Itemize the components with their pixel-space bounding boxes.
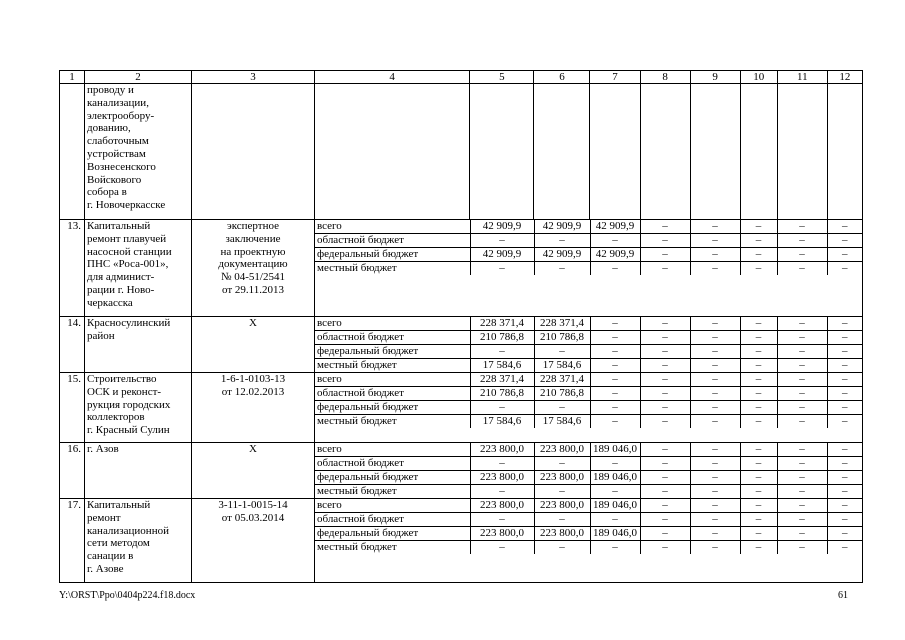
- amount-total: –: [470, 457, 534, 471]
- funding-source-label: всего: [315, 220, 470, 234]
- amount-total: 210 786,8: [470, 331, 534, 345]
- amount-col6: 223 800,0: [534, 527, 590, 541]
- amount-col11: –: [777, 541, 827, 555]
- funding-line: [315, 359, 862, 373]
- funding-source-label: всего: [315, 373, 470, 387]
- amount-col6: –: [534, 513, 590, 527]
- amount-total: 17 584,6: [470, 415, 534, 429]
- amount-total: –: [470, 262, 534, 276]
- document-reference: Х: [192, 443, 315, 499]
- funding-line: [315, 331, 862, 345]
- amount-col9: –: [690, 387, 740, 401]
- amount-col9: –: [690, 401, 740, 415]
- column-header: 6: [534, 71, 590, 84]
- funding-source-label: всего: [315, 443, 470, 457]
- amount-col12: –: [827, 457, 862, 471]
- amount-col8: –: [640, 331, 690, 345]
- amount-col12: –: [827, 373, 862, 387]
- amount-col11: –: [777, 345, 827, 359]
- amount-col9: –: [690, 443, 740, 457]
- amount-col11: –: [777, 401, 827, 415]
- amount-col6: 210 786,8: [534, 331, 590, 345]
- amount-col10: –: [740, 234, 777, 248]
- amount-col12: –: [827, 262, 862, 276]
- amount-col11: –: [777, 262, 827, 276]
- amount-col11: –: [777, 373, 827, 387]
- funding-source-label: местный бюджет: [317, 415, 397, 427]
- funding-cell: [315, 84, 470, 220]
- funding-line: [315, 541, 862, 555]
- amount-col8: –: [640, 248, 690, 262]
- amount-col10: –: [740, 359, 777, 373]
- amount-col7: –: [590, 401, 640, 415]
- amount-col9: –: [690, 220, 740, 234]
- object-description: Строительство ОСК и реконст- рукция городских коллекторов г. Красный Сулин: [85, 373, 192, 443]
- amount-col6: 223 800,0: [534, 499, 590, 513]
- amount-total: –: [470, 401, 534, 415]
- amount-col12: –: [827, 248, 862, 262]
- amount-col6: 223 800,0: [534, 471, 590, 485]
- amount-col10: –: [740, 485, 777, 499]
- amount-total: –: [470, 345, 534, 359]
- amount-total: –: [470, 485, 534, 499]
- amount-total: 42 909,9: [470, 220, 534, 234]
- amount-col12: –: [827, 401, 862, 415]
- table-row: [60, 373, 863, 443]
- funding-line: [315, 387, 862, 401]
- amount-total: 210 786,8: [470, 387, 534, 401]
- funding-source-label: местный бюджет: [317, 485, 397, 497]
- funding-source-label: областной бюджет: [315, 234, 470, 248]
- amount-col9: –: [690, 513, 740, 527]
- amount-col10: –: [740, 443, 777, 457]
- amount-col6: 228 371,4: [534, 373, 590, 387]
- row-number: [60, 84, 85, 220]
- document-reference: 3-11-1-0015-14 от 05.03.2014: [192, 499, 315, 583]
- amount-col8: –: [640, 541, 690, 555]
- amount-col8: –: [640, 220, 690, 234]
- funding-source-label: областной бюджет: [315, 331, 470, 345]
- amount-col12: –: [827, 499, 862, 513]
- amount-col10: –: [740, 499, 777, 513]
- amount-col7: –: [590, 387, 640, 401]
- amount-col9: –: [690, 248, 740, 262]
- amount-col8: –: [640, 457, 690, 471]
- funding-line: [315, 220, 862, 234]
- funding-line: [315, 457, 862, 471]
- amount-col6: –: [534, 457, 590, 471]
- amount-col9: –: [690, 317, 740, 331]
- table-row: [60, 499, 863, 583]
- amount-total: 223 800,0: [470, 527, 534, 541]
- amount-col10: –: [740, 262, 777, 276]
- amount-col6: 42 909,9: [534, 220, 590, 234]
- amount-col9: –: [690, 331, 740, 345]
- amount-col10: –: [740, 513, 777, 527]
- funding-line: [315, 499, 862, 513]
- amount-col7: –: [590, 345, 640, 359]
- amount-col11: –: [777, 415, 827, 429]
- document-reference: экспертное заключение на проектную документацию № 04-51/2541 от 29.11.2013: [192, 220, 315, 317]
- funding-line: [315, 485, 862, 499]
- column-header: 2: [85, 71, 192, 84]
- amount-col11: –: [777, 499, 827, 513]
- column-header: 8: [640, 71, 690, 84]
- amount-col9: –: [690, 345, 740, 359]
- amount-col10: –: [740, 248, 777, 262]
- file-path: Y:\ORST\Ppo\0404p224.f18.docx: [59, 590, 196, 601]
- amount-col8: –: [640, 234, 690, 248]
- funding-line: [315, 234, 862, 248]
- amount-col9: –: [690, 485, 740, 499]
- funding-line: [315, 345, 862, 359]
- amount-col11: –: [777, 485, 827, 499]
- amount-col11: –: [777, 513, 827, 527]
- amount-col9: –: [690, 527, 740, 541]
- row-number: 14.: [60, 317, 85, 373]
- amount-col7: –: [590, 541, 640, 555]
- amount-col12: –: [827, 415, 862, 429]
- amount-col11: –: [777, 457, 827, 471]
- column-header: 11: [777, 71, 827, 84]
- amount-col8: –: [640, 317, 690, 331]
- amount-total: –: [470, 541, 534, 555]
- amount-col8: –: [640, 527, 690, 541]
- amount-col12: –: [827, 471, 862, 485]
- amount-col12: –: [827, 359, 862, 373]
- amount-total: 223 800,0: [470, 443, 534, 457]
- amount-col7: –: [590, 317, 640, 331]
- amount-col8: –: [640, 401, 690, 415]
- amount-col6: –: [534, 485, 590, 499]
- amount-total: 223 800,0: [470, 499, 534, 513]
- amount-col10: –: [740, 331, 777, 345]
- amount-col11: –: [777, 248, 827, 262]
- funding-source-label: федеральный бюджет: [315, 248, 470, 262]
- amount-col11: –: [777, 331, 827, 345]
- amount-col9: –: [690, 499, 740, 513]
- amount-col8: –: [640, 359, 690, 373]
- funding-source-label: местный бюджет: [317, 262, 397, 274]
- column-header: 9: [690, 71, 740, 84]
- amount-col6: –: [534, 234, 590, 248]
- funding-line: [315, 262, 862, 276]
- funding-line: [315, 443, 862, 457]
- amount-col12: –: [827, 220, 862, 234]
- document-reference: 1-6-1-0103-13 от 12.02.2013: [192, 373, 315, 443]
- amount-col8: –: [640, 373, 690, 387]
- funding-source-label: федеральный бюджет: [315, 527, 470, 541]
- amount-col6: 17 584,6: [534, 415, 590, 429]
- funding-source-label: федеральный бюджет: [315, 345, 470, 359]
- amount-total: 17 584,6: [470, 359, 534, 373]
- amount-col12: –: [827, 527, 862, 541]
- amount-col7: –: [590, 359, 640, 373]
- amount-col12: –: [827, 234, 862, 248]
- amount-col10: –: [740, 387, 777, 401]
- amount-col11: –: [777, 527, 827, 541]
- funding-source-label: всего: [315, 317, 470, 331]
- amount-col11: –: [777, 359, 827, 373]
- amount-col8: –: [640, 443, 690, 457]
- funding-breakdown: [315, 317, 863, 373]
- funding-breakdown: [315, 499, 863, 583]
- amount-col10: –: [740, 471, 777, 485]
- amount-col6: 17 584,6: [534, 359, 590, 373]
- amount-col6: 42 909,9: [534, 248, 590, 262]
- funding-line: [315, 317, 862, 331]
- amount-col12: –: [827, 485, 862, 499]
- column-header: 10: [740, 71, 777, 84]
- amount-col8: –: [640, 485, 690, 499]
- column-header: 7: [590, 71, 640, 84]
- row-number: 17.: [60, 499, 85, 583]
- amount-col9: –: [690, 457, 740, 471]
- funding-source-label: местный бюджет: [317, 541, 397, 553]
- amount-total: –: [470, 513, 534, 527]
- funding-source-label: всего: [315, 499, 470, 513]
- table-row: [60, 443, 863, 499]
- column-header: 4: [315, 71, 470, 84]
- column-number-row: [60, 71, 863, 84]
- document-reference: Х: [192, 317, 315, 373]
- funding-line: [315, 248, 862, 262]
- amount-col11: –: [777, 220, 827, 234]
- amount-col7: –: [590, 485, 640, 499]
- amount-col8: –: [640, 499, 690, 513]
- amount-col10: –: [740, 317, 777, 331]
- amount-col10: –: [740, 373, 777, 387]
- amount-col12: –: [827, 317, 862, 331]
- amount-col7: –: [590, 262, 640, 276]
- funding-breakdown: [315, 220, 863, 317]
- budget-table: [59, 70, 863, 583]
- amount-col7: 189 046,0: [590, 443, 640, 457]
- amount-col10: –: [740, 415, 777, 429]
- amount-col9: –: [690, 262, 740, 276]
- amount-col7: –: [590, 513, 640, 527]
- amount-col11: –: [777, 234, 827, 248]
- amount-col11: –: [777, 443, 827, 457]
- amount-col10: –: [740, 527, 777, 541]
- amount-col9: –: [690, 373, 740, 387]
- object-description: проводу и канализации, электрообору- дованию, слаботочным устройствам Вознесенского Войскового собора в г. Новочеркасске: [85, 84, 192, 220]
- amount-col7: –: [590, 457, 640, 471]
- amount-col6: –: [534, 262, 590, 276]
- amount-col7: 189 046,0: [590, 527, 640, 541]
- amount-col7: 189 046,0: [590, 499, 640, 513]
- funding-source-label: федеральный бюджет: [315, 471, 470, 485]
- table-row: [60, 317, 863, 373]
- funding-source-label: областной бюджет: [315, 387, 470, 401]
- amount-col6: 228 371,4: [534, 317, 590, 331]
- document-cell: [192, 84, 315, 220]
- row-number: 15.: [60, 373, 85, 443]
- amount-col6: 210 786,8: [534, 387, 590, 401]
- table-row: [60, 220, 863, 317]
- funding-breakdown: [315, 373, 863, 443]
- funding-line: [315, 513, 862, 527]
- amount-col6: –: [534, 541, 590, 555]
- amount-col10: –: [740, 401, 777, 415]
- amount-col10: –: [740, 457, 777, 471]
- amount-col10: –: [740, 541, 777, 555]
- amount-col12: –: [827, 541, 862, 555]
- amount-col12: –: [827, 513, 862, 527]
- amount-col12: –: [827, 345, 862, 359]
- amount-col9: –: [690, 415, 740, 429]
- amount-col8: –: [640, 513, 690, 527]
- amount-col7: 42 909,9: [590, 220, 640, 234]
- row-number: 16.: [60, 443, 85, 499]
- amount-col10: –: [740, 345, 777, 359]
- amount-col9: –: [690, 359, 740, 373]
- funding-source-label: местный бюджет: [317, 359, 397, 371]
- funding-line: [315, 401, 862, 415]
- amount-col9: –: [690, 541, 740, 555]
- amount-col6: 223 800,0: [534, 443, 590, 457]
- funding-source-label: областной бюджет: [315, 513, 470, 527]
- amount-col9: –: [690, 471, 740, 485]
- amount-col11: –: [777, 317, 827, 331]
- funding-breakdown: [315, 443, 863, 499]
- amount-col8: –: [640, 345, 690, 359]
- funding-line: [315, 373, 862, 387]
- object-description: Капитальный ремонт плавучей насосной станции ПНС «Роса-001», для админист- рации г. Ново- черкасска: [85, 220, 192, 317]
- amount-col6: –: [534, 345, 590, 359]
- amount-col7: 42 909,9: [590, 248, 640, 262]
- amount-total: 228 371,4: [470, 373, 534, 387]
- amount-col6: –: [534, 401, 590, 415]
- funding-source-label: федеральный бюджет: [315, 401, 470, 415]
- amount-col7: –: [590, 373, 640, 387]
- amount-col12: –: [827, 387, 862, 401]
- funding-line: [315, 527, 862, 541]
- row-number: 13.: [60, 220, 85, 317]
- column-header: 1: [60, 71, 85, 84]
- amount-col11: –: [777, 471, 827, 485]
- continuation-row: [60, 84, 863, 220]
- amount-col10: –: [740, 220, 777, 234]
- object-description: Красносулинский район: [85, 317, 192, 373]
- amount-col7: –: [590, 234, 640, 248]
- amount-col11: –: [777, 387, 827, 401]
- funding-line: [315, 415, 862, 429]
- amount-total: 223 800,0: [470, 471, 534, 485]
- amount-col8: –: [640, 387, 690, 401]
- amount-col7: –: [590, 415, 640, 429]
- object-description: Капитальный ремонт канализационной сети методом санации в г. Азове: [85, 499, 192, 583]
- column-header: 5: [470, 71, 534, 84]
- amount-col8: –: [640, 415, 690, 429]
- page-number: 61: [838, 590, 848, 601]
- column-header: 3: [192, 71, 315, 84]
- amount-col12: –: [827, 443, 862, 457]
- amount-col9: –: [690, 234, 740, 248]
- object-description: г. Азов: [85, 443, 192, 499]
- amount-total: 228 371,4: [470, 317, 534, 331]
- amount-col8: –: [640, 262, 690, 276]
- funding-source-label: областной бюджет: [315, 457, 470, 471]
- amount-col7: 189 046,0: [590, 471, 640, 485]
- amount-col7: –: [590, 331, 640, 345]
- amount-col8: –: [640, 471, 690, 485]
- column-header: 12: [827, 71, 862, 84]
- funding-line: [315, 471, 862, 485]
- amount-col12: –: [827, 331, 862, 345]
- amount-total: 42 909,9: [470, 248, 534, 262]
- amount-total: –: [470, 234, 534, 248]
